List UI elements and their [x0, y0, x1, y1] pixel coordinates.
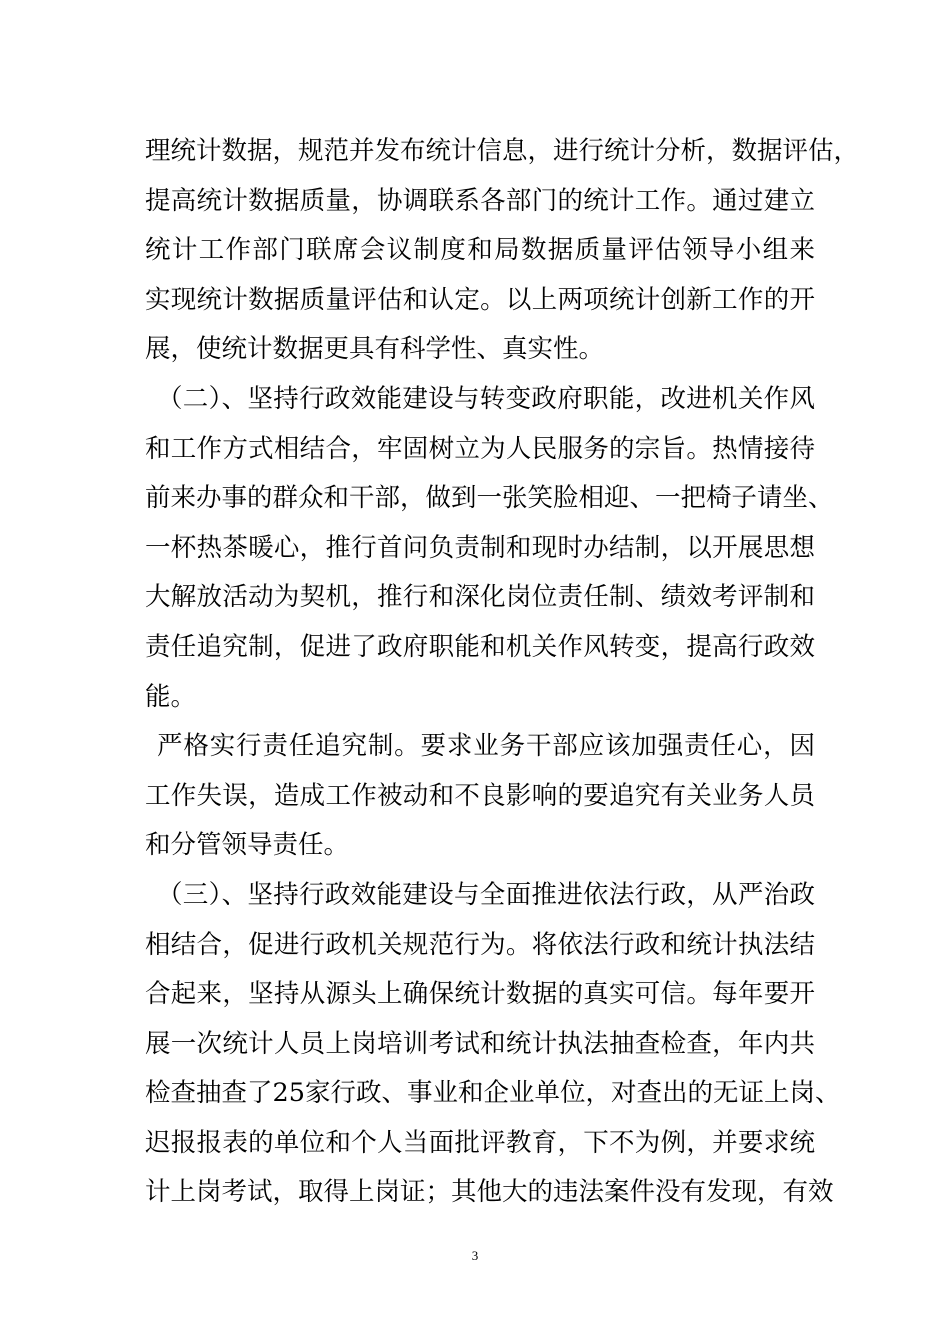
text-line: 一杯热茶暖心，推行首问负责制和现时办结制，以开展思想: [145, 532, 815, 563]
text-line: （二）、坚持行政效能建设与转变政府职能，改进机关作风: [157, 383, 815, 414]
text-line: 前来办事的群众和干部，做到一张笑脸相迎、一把椅子请坐、: [145, 483, 834, 514]
text-line: 和分管领导责任。: [145, 830, 350, 861]
text-line: 提高统计数据质量，协调联系各部门的统计工作。通过建立: [145, 185, 815, 216]
text-line: （三）、坚持行政效能建设与全面推进依法行政，从严治政: [157, 879, 815, 910]
text-line: 大解放活动为契机，推行和深化岗位责任制、绩效考评制和: [145, 582, 815, 613]
page-number: 3: [471, 1248, 479, 1263]
text-line: 展，使统计数据更具有科学性、真实性。: [145, 334, 605, 365]
text-line: 统计工作部门联席会议制度和局数据质量评估领导小组来: [145, 235, 815, 266]
text-line: 工作失误，造成工作被动和不良影响的要追究有关业务人员: [145, 780, 815, 811]
text-line: 实现统计数据质量评估和认定。以上两项统计创新工作的开: [145, 284, 815, 315]
text-line: 计上岗考试，取得上岗证；其他大的违法案件没有发现，有效: [145, 1177, 834, 1208]
text-line: 相结合，促进行政机关规范行为。将依法行政和统计执法结: [145, 929, 815, 960]
text-line: 责任追究制，促进了政府职能和机关作风转变，提高行政效: [145, 631, 815, 662]
text-line: 能。: [145, 681, 197, 712]
text-line: 迟报报表的单位和个人当面批评教育，下不为例，并要求统: [145, 1127, 815, 1158]
body-text: [145, 127, 860, 1218]
text-line: 合起来，坚持从源头上确保统计数据的真实可信。每年要开: [145, 979, 815, 1010]
text-line: 和工作方式相结合，牢固树立为人民服务的宗旨。热情接待: [145, 433, 815, 464]
text-line: 检查抽查了25家行政、事业和企业单位，对查出的无证上岗、: [145, 1078, 841, 1109]
text-line: 严格实行责任追究制。要求业务干部应该加强责任心，因: [157, 731, 815, 762]
text-line: 理统计数据，规范并发布统计信息，进行统计分析，数据评估，: [145, 136, 860, 166]
text-line: 展一次统计人员上岗培训考试和统计执法抽查检查，年内共: [145, 1028, 815, 1059]
